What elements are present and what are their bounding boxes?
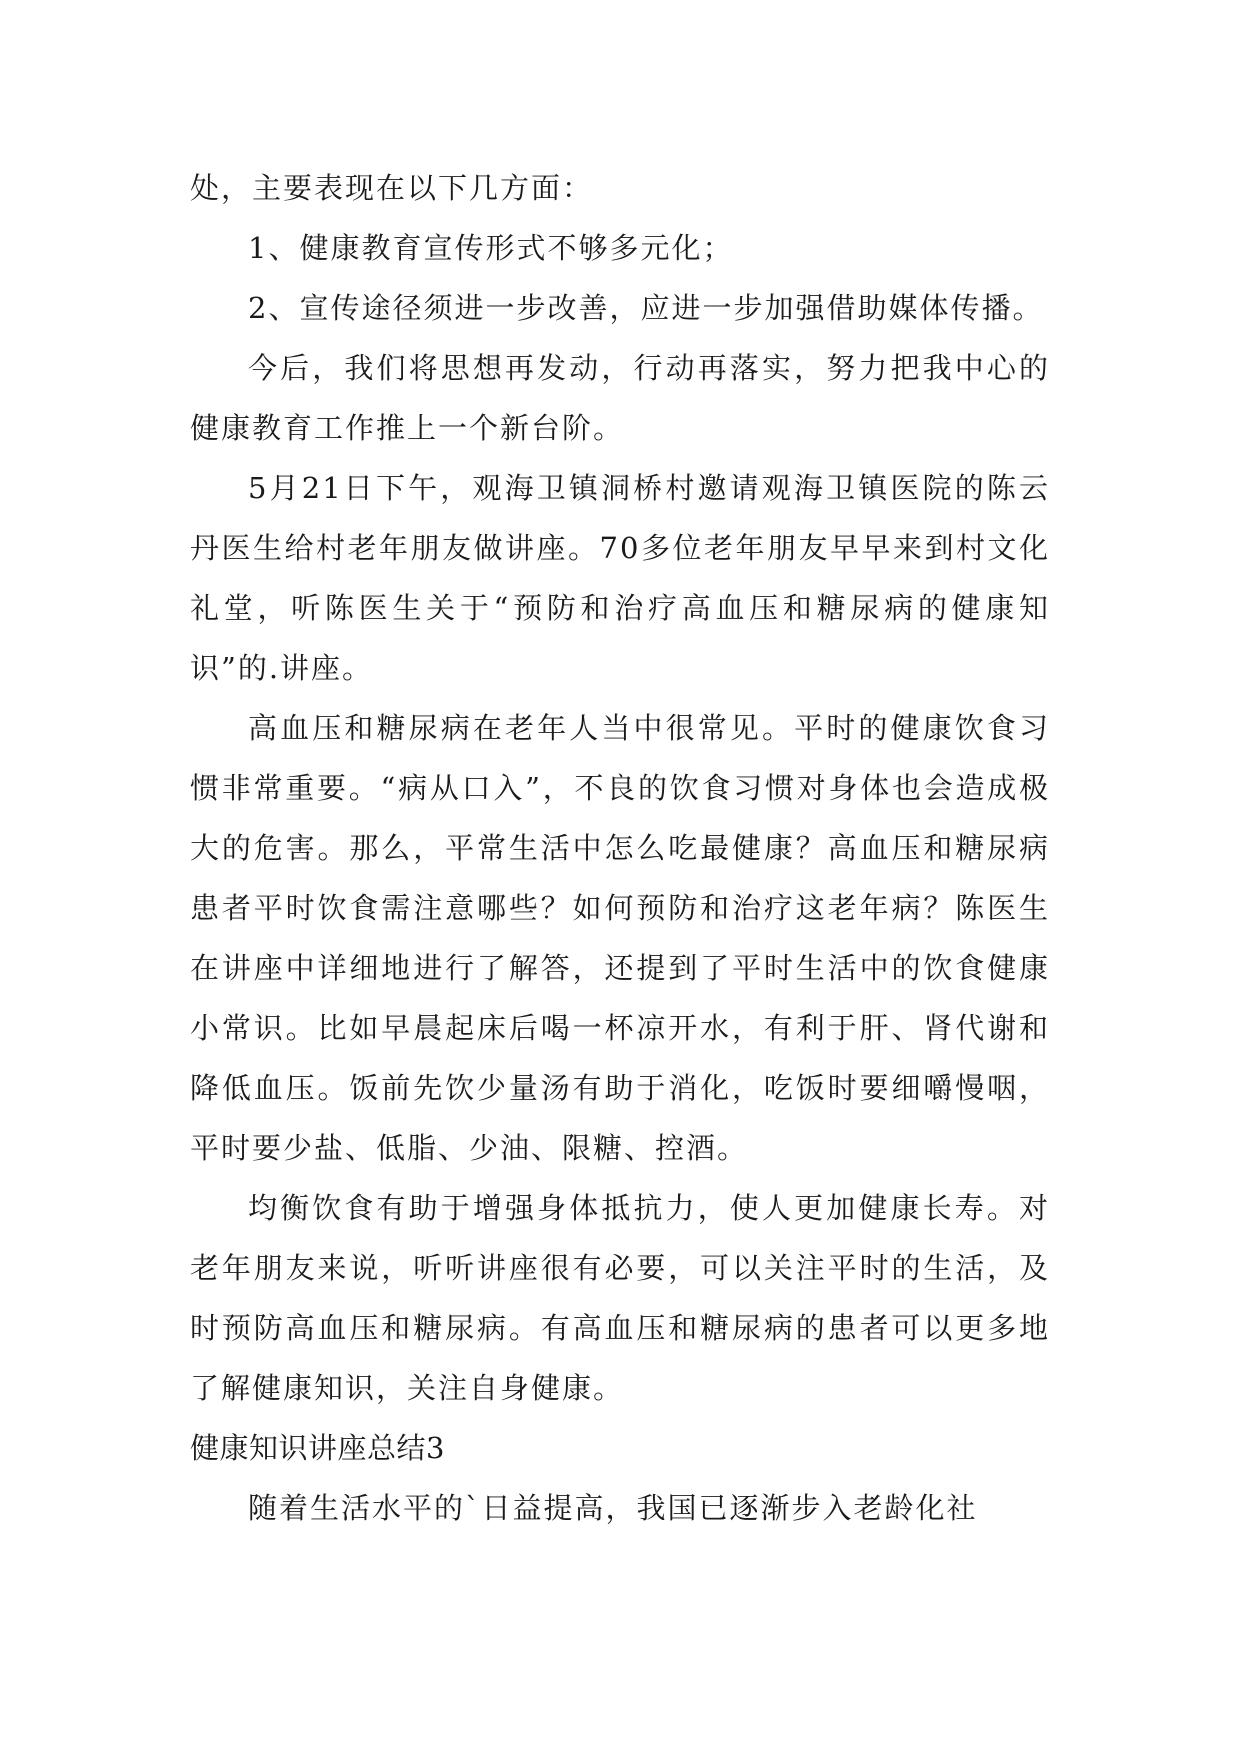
paragraph-2: 1、健康教育宣传形式不够多元化； xyxy=(248,231,734,265)
document-body xyxy=(190,158,1050,1538)
section-heading: 健康知识讲座总结3 xyxy=(190,1431,445,1465)
paragraph-4: 今后，我们将思想再发动，行动再落实，努力把我中心的健康教育工作推上一个新台阶。 xyxy=(190,351,1050,445)
paragraph-3: 2、宣传途径须进一步改善，应进一步加强借助媒体传播。 xyxy=(248,291,1044,325)
paragraph-7: 均衡饮食有助于增强身体抵抗力，使人更加健康长寿。对老年朋友来说，听听讲座很有必要，可以关注平时的生活，及时预防高血压和糖尿病。有高血压和糖尿病的患者可以更多地了解健康知识，关注自身健康。 xyxy=(190,1191,1050,1405)
paragraph-8: 随着生活水平的`日益提高，我国已逐渐步入老龄化社 xyxy=(248,1491,978,1525)
paragraph-6: 高血压和糖尿病在老年人当中很常见。平时的健康饮食习惯非常重要。“病从口入”，不良的饮食习惯对身体也会造成极大的危害。那么，平常生活中怎么吃最健康？高血压和糖尿病患者平时饮食需注意哪些？如何预防和治疗这老年病？陈医生在讲座中详细地进行了解答，还提到了平时生活中的饮食健康小常识。比如早晨起床后喝一杯凉开水，有利于肝、肾代谢和降低血压。饭前先饮少量汤有助于消化，吃饭时要细嚼慢咽，平时要少盐、低脂、少油、限糖、控酒。 xyxy=(190,711,1050,1165)
paragraph-1: 处，主要表现在以下几方面： xyxy=(190,171,594,205)
paragraph-5: 5月21日下午，观海卫镇洞桥村邀请观海卫镇医院的陈云丹医生给村老年朋友做讲座。70多位老年朋友早早来到村文化礼堂，听陈医生关于“预防和治疗高血压和糖尿病的健康知识”的.讲座。 xyxy=(190,471,1050,685)
